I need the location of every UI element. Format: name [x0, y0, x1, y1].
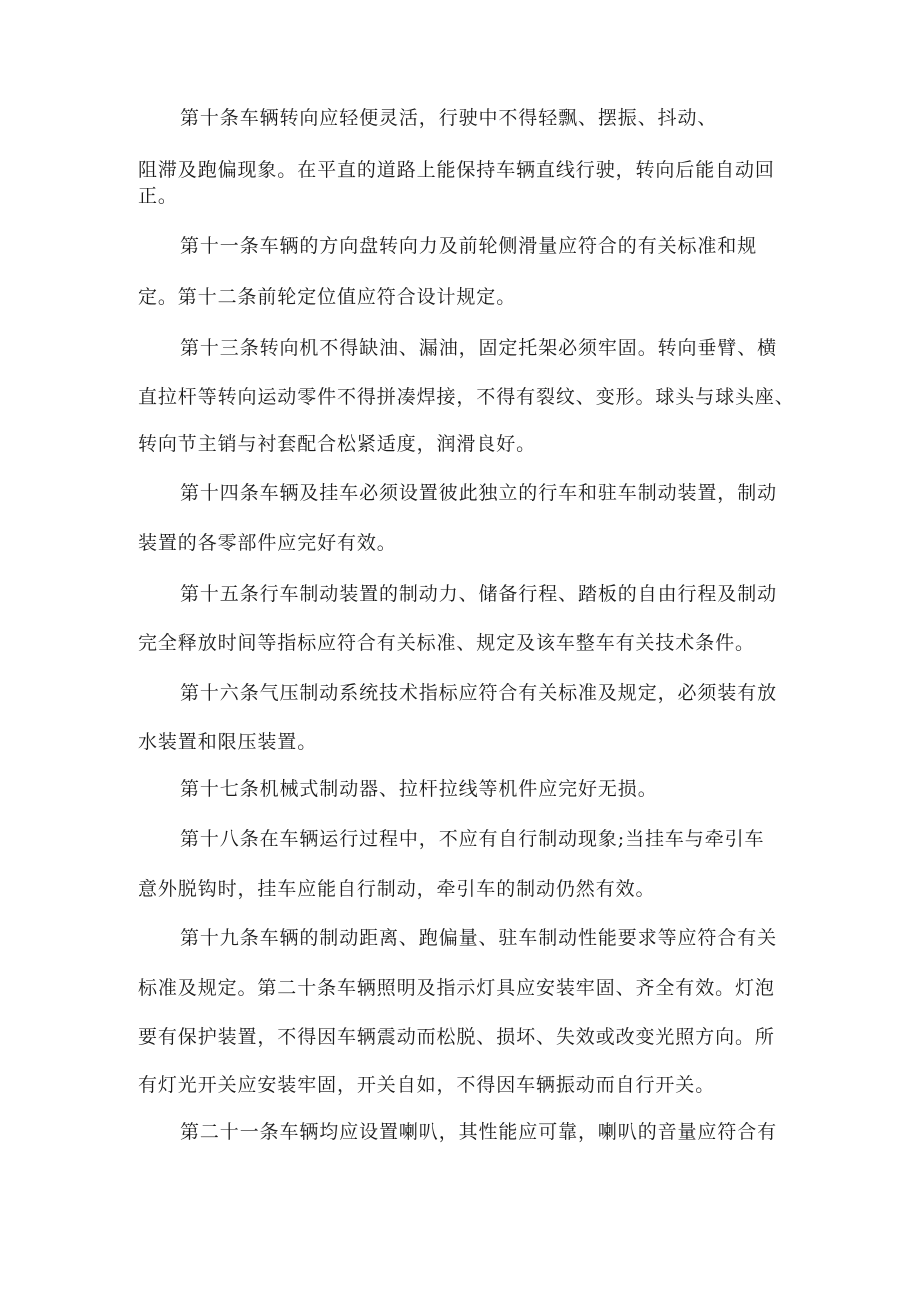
- text-line: 第十六条气压制动系统技术指标应符合有关标准及规定，必须装有放: [180, 682, 778, 704]
- text-line: 第十一条车辆的方向盘转向力及前轮侧滑量应符合的有关标准和规: [180, 235, 758, 257]
- text-line: 第十条车辆转向应轻便灵活，行驶中不得轻飘、摆振、抖动、: [180, 107, 718, 129]
- text-line: 第十九条车辆的制动距离、跑偏量、驻车制动性能要求等应符合有关: [180, 927, 778, 949]
- text-line: 直拉杆等转向运动零件不得拼凑焊接，不得有裂纹、变形。球头与球头座、: [138, 386, 795, 408]
- text-line: 要有保护装置，不得因车辆震动而松脱、损坏、失效或改变光照方向。所: [138, 1026, 775, 1048]
- text-line: 第十三条转向机不得缺油、漏油，固定托架必须牢固。转向垂臂、横: [180, 337, 778, 359]
- text-line: 转向节主销与衬套配合松紧适度，润滑良好。: [138, 433, 537, 455]
- text-line: 正。: [138, 185, 178, 207]
- text-line: 完全释放时间等指标应符合有关标准、规定及该车整车有关技术条件。: [138, 632, 755, 654]
- text-line: 第十八条在车辆运行过程中，不应有自行制动现象;当挂车与牵引车: [180, 828, 765, 850]
- text-line: 意外脱钩时，挂车应能自行制动，牵引车的制动仍然有效。: [138, 878, 656, 900]
- text-line: 第十五条行车制动装置的制动力、储备行程、踏板的自由行程及制动: [180, 583, 778, 605]
- text-line: 第十四条车辆及挂车必须设置彼此独立的行车和驻车制动装置，制动: [180, 482, 778, 504]
- text-line: 装置的各零部件应完好有效。: [138, 532, 397, 554]
- text-line: 定。第十二条前轮定位值应符合设计规定。: [138, 286, 517, 308]
- text-line: 标准及规定。第二十条车辆照明及指示灯具应安装牢固、齐全有效。灯泡: [138, 977, 775, 999]
- text-line: 有灯光开关应安装牢固，开关自如，不得因车辆振动而自行开关。: [138, 1074, 716, 1096]
- text-line: 第二十一条车辆均应设置喇叭，其性能应可靠，喇叭的音量应符合有: [180, 1121, 778, 1143]
- text-line: 阻滞及跑偏现象。在平直的道路上能保持车辆直线行驶，转向后能自动回: [138, 159, 775, 181]
- text-line: 第十七条机械式制动器、拉杆拉线等机件应完好无损。: [180, 778, 658, 800]
- text-line: 水装置和限压装置。: [138, 731, 318, 753]
